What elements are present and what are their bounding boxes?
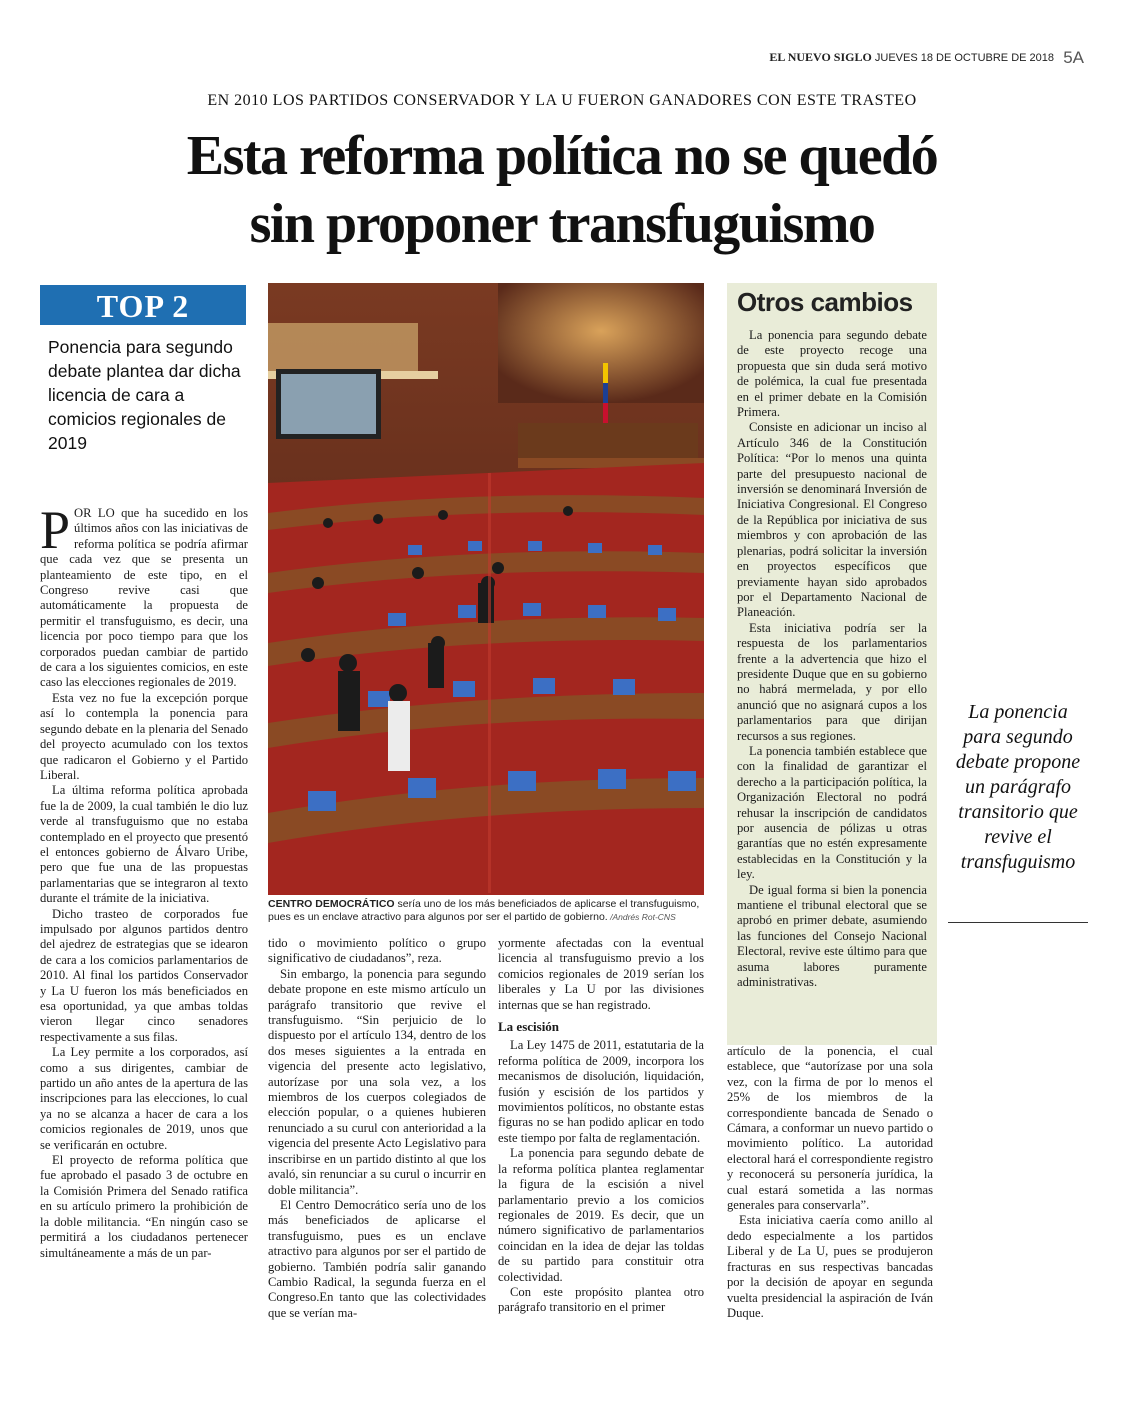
- issue-date: JUEVES 18 DE OCTUBRE DE 2018: [874, 52, 1054, 64]
- paragraph: De igual forma si bien la ponencia mantiene el tribunal electoral que se aprobó en primer debate, asumiendo las funciones del Consejo Nacional Electoral, revive este último para que asuma labores puramente administrativas.: [737, 882, 927, 990]
- paragraph: La última reforma política aprobada fue la de 2009, la cual también le dio luz verde al transfuguismo que no estaba contemplado en el proyecto que presentó el entonces gobierno de Álvaro Uribe, pero que fue una de las propuestas parlamentarias que se integraron al texto durante el trámite de la iniciativa.: [40, 783, 248, 906]
- paragraph: Sin embargo, la ponencia para segundo debate propone en este mismo artículo un parágrafo transitorio que revive el transfuguismo. “Sin perjuicio de lo dispuesto por el artículo 134, dentro de los dos meses siguientes a la entrada en vigencia del presente acto legislativo, autorízase por una sola vez, a los miembros de los cuerpos colegiados de elección popular, o a quienes hubieren renunciado a su curul con anterioridad a la vigencia del presente Acto Legislativo para inscribirse en un partido distinto al que los avaló, sin renunciar a su curul o incurrir en doble militancia”.: [268, 966, 486, 1197]
- paragraph: Dicho trasteo de corporados fue impulsado por algunos partidos dentro del ajedrez de estrategias que se idearon de cara a los comicios parlamentarios de 2010. Al final los partidos Conservador y La U fueron los más beneficiados en esa oportunidad, ya que ambas toldas vieron llegar cinco senadores respectivamente a sus filas.: [40, 906, 248, 1044]
- lead-paragraph: POR LO que ha sucedido en los últimos años con las iniciativas de reforma política se podría afirmar que cada vez que se presenta un planteamiento de este tipo, en el Congreso revive casi que automáticamente la propuesta de permitir el transfuguismo, es decir, una licencia por poco tiempo para que los corporados puedan cambiar de partido de cara a los siguientes comicios, en este caso las elecciones regionales de 2019.: [40, 500, 248, 690]
- paragraph: El proyecto de reforma política que fue aprobado el pasado 3 de octubre en la Comisión Primera del Senado ratifica en su artículo primero la prohibición de la doble militancia. “En ningún caso se permitirá a los ciudadanos pertenecer simultáneamente a más de un par-: [40, 1153, 248, 1260]
- paragraph: Consiste en adicionar un inciso al Artículo 346 de la Constitución Política: “Por lo menos una quinta parte del presupuesto nacional de inversión se denominará Inversión de Iniciativa Congresional. El Congreso de la República por iniciativa de sus miembros y con aprobación de las plenarias, podrá solicitar la inversión en proyectos específicos que previamente hayan sido aprobados por el Departamento Nacional de Planeación.: [737, 420, 927, 620]
- sidebar-title: Otros cambios: [737, 287, 913, 317]
- photo-caption: [268, 898, 708, 924]
- article-column-2: [268, 936, 486, 1321]
- paragraph: yormente afectadas con la eventual licencia al transfuguismo previo a los comicios regionales de 2019 serían los liberales y La U por las divisiones internas que se han registrado.: [498, 936, 704, 1012]
- article-column-3: [498, 936, 704, 1316]
- paragraph: artículo de la ponencia, el cual establece, que “autorízase por una sola vez, con la firma de por lo menos el 25% de los miembros de la correspondiente bancada de Senado o Cámara, a conformar un nuevo partido o movimiento político. La autoridad electoral hará el correspondiente registro y reconocerá su personería jurídica, la cual estará sometida a las normas generales para conservarla”.: [727, 1044, 933, 1213]
- headline-line-2: sin proponer transfuguismo: [249, 193, 875, 255]
- paragraph: Con este propósito plantea otro parágrafo transitorio en el primer: [498, 1284, 704, 1315]
- congress-chamber-photo: [268, 283, 704, 895]
- page-number: 5A: [1063, 48, 1084, 67]
- drop-cap: P: [40, 500, 71, 560]
- paragraph: La ponencia para segundo debate de la reforma política plantea reglamentar la figura de la escisión a nivel parlamentario previo a los comicios regionales de 2019. Es decir, que un número significativo de parlamentarios coincidan en la idea de dejar las toldas de su partido para constituir otra colectividad.: [498, 1146, 704, 1284]
- headline: [60, 122, 1064, 258]
- photo-illustration: [268, 283, 704, 895]
- sidebar-box: [727, 283, 937, 1045]
- paragraph: Esta iniciativa podría ser la respuesta de los parlamentarios frente a la advertencia que hizo el presidente Duque que en su gobierno no habrá mermelada, y por ello anunció que no asignará cupos a los parlamentarios para que dirijan recursos a sus regiones.: [737, 620, 927, 743]
- paragraph: Esta iniciativa caería como anillo al dedo especialmente a los partidos Liberal y de La U, pues se produjeron fracturas en sus respectivas bancadas por la decisión de apoyar en segunda vuelta presidencial la aspiración de Iván Duque.: [727, 1213, 933, 1320]
- sidebar-text: [727, 328, 937, 990]
- paragraph: El Centro Democrático sería uno de los más beneficiados de aplicarse el transfuguismo, pues es un enclave atractivo para algunos por ser el partido de gobierno. También podría salir ganando Cambio Radical, la segunda fuerza en el Congreso.En tanto que las colectividades que se verían ma-: [268, 1197, 486, 1320]
- article-column-4: [727, 1044, 933, 1321]
- paragraph: tido o movimiento político o grupo significativo de ciudadanos”, reza.: [268, 936, 486, 966]
- pull-quote-rule: [948, 922, 1088, 923]
- headline-line-1: Esta reforma política no se quedó: [186, 125, 938, 187]
- pull-quote: La ponencia para segundo debate propone un parágrafo transitorio que revive el transfuguismo: [955, 701, 1081, 873]
- photo-credit: /Andrés Rot-CNS: [607, 912, 676, 922]
- caption-lead: CENTRO DEMOCRÁTICO: [268, 898, 395, 910]
- paragraph: La Ley 1475 de 2011, estatutaria de la reforma política de 2009, incorpora los mecanismos de disolución, liquidación, fusión y escisión de los partidos y movimientos políticos, no obstante estas figuras no se han podido aplicar en todo este tiempo por falta de reglamentación.: [498, 1038, 704, 1145]
- paragraph: Esta vez no fue la excepción porque así lo contempla la ponencia para segundo debate en la plenaria del Senado del proyecto acumulado con los textos que radicaron el Gobierno y el Partido Liberal.: [40, 690, 248, 782]
- masthead: [769, 50, 1054, 65]
- article-column-1: [40, 500, 248, 1261]
- paragraph: La ponencia también establece que con la finalidad de garantizar el derecho a la participación política, la Organización Electoral no podrá rehusar la inscripción de candidatos por ausencia de pólizas u otras garantías que no estén expresamente establecidas en la Constitución y la ley.: [737, 743, 927, 882]
- paragraph: La Ley permite a los corporados, así como a sus dirigentes, cambiar de partido un año antes de la apertura de las inscripciones para las elecciones, lo cual ya no se alcanza a hacer de cara a los comicios regionales de 2019, unos que se verificarán en octubre.: [40, 1045, 248, 1152]
- paragraph: La ponencia para segundo debate de este proyecto recoge una propuesta que sin duda será motivo de polémica, la cual fue presentada en el primer debate en la Comisión Primera.: [737, 328, 927, 420]
- caption-text: sería uno de los más beneficiados de aplicarse el transfuguismo, pues es un enclave atractivo para algunos por ser el partido de gobierno.: [268, 898, 700, 923]
- newspaper-name: EL NUEVO SIGLO: [769, 50, 872, 64]
- top-badge: TOP 2: [40, 285, 246, 325]
- summary-deck: Ponencia para segundo debate plantea dar dicha licencia de cara a comicios regionales de 2019: [48, 337, 241, 453]
- subheading: La escisión: [498, 1019, 560, 1035]
- kicker: EN 2010 LOS PARTIDOS CONSERVADOR Y LA U FUERON GANADORES CON ESTE TRASTEO: [207, 92, 917, 109]
